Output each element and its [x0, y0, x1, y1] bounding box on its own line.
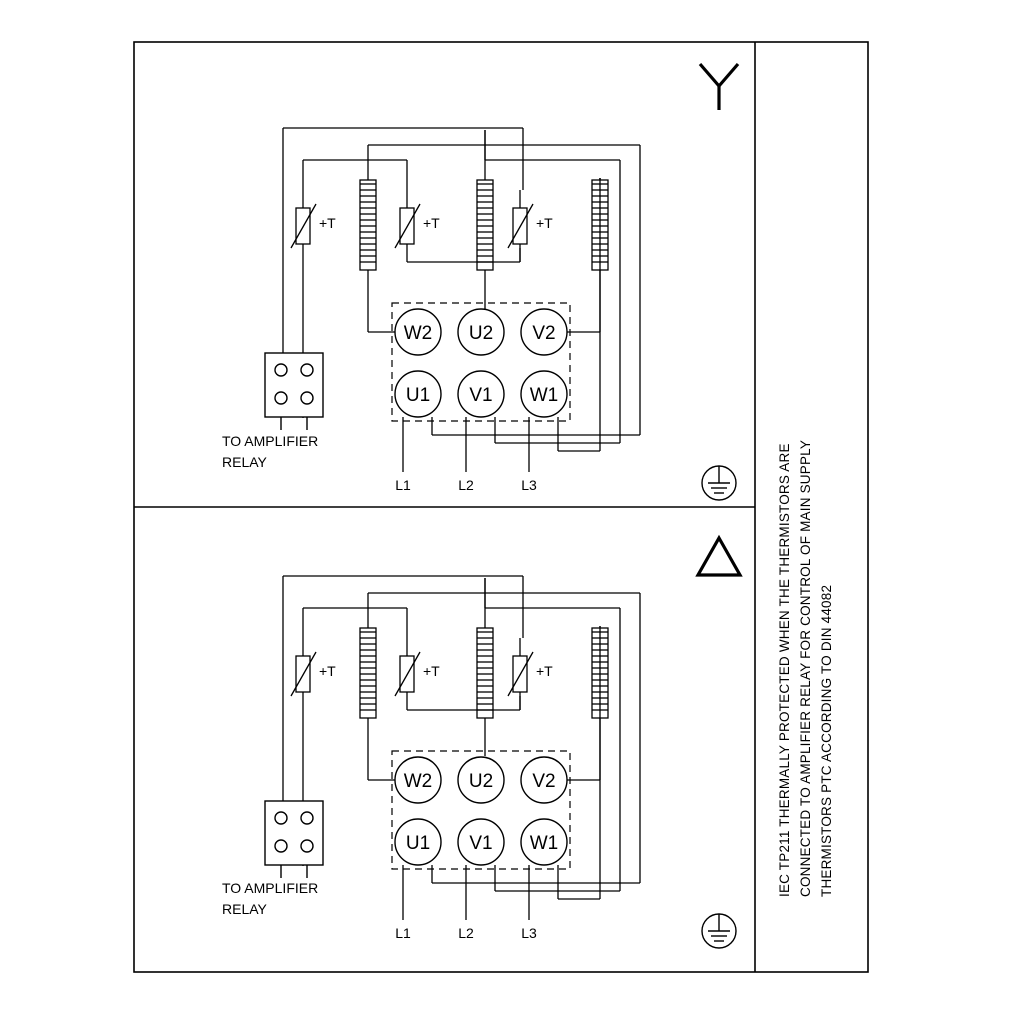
terminal-w1: W1 [529, 385, 559, 406]
supply-label-l3: L3 [521, 925, 537, 941]
terminal-v1: V1 [469, 385, 493, 406]
earth-ground-symbol [702, 466, 736, 500]
supply-label-l3: L3 [521, 477, 537, 493]
amplifier-terminal-box-star [265, 353, 323, 430]
thermistor-label-1: +T [319, 663, 336, 679]
terminal-w2: W2 [403, 323, 433, 344]
thermistor-label-2: +T [423, 663, 440, 679]
side-note-line3: THERMISTORS PTC ACCORDING TO DIN 44082 [819, 584, 834, 897]
panel-star [222, 64, 738, 500]
terminal-u2: U2 [468, 771, 494, 792]
terminal-u2: U2 [468, 323, 494, 344]
amplifier-label-line2: RELAY [222, 454, 267, 470]
terminal-v2: V2 [532, 323, 556, 344]
thermistor-label-1: +T [319, 215, 336, 231]
supply-label-l2: L2 [458, 477, 474, 493]
thermistor-label-3: +T [536, 215, 553, 231]
winding-coils-star [360, 130, 608, 308]
terminal-v1: V1 [469, 833, 493, 854]
side-note [777, 440, 834, 897]
terminal-w1: W1 [529, 833, 559, 854]
earth-ground-symbol [702, 914, 736, 948]
terminal-w2: W2 [403, 771, 433, 792]
amplifier-terminal-box-delta [265, 801, 323, 878]
supply-label-l1: L1 [395, 477, 411, 493]
supply-label-l2: L2 [458, 925, 474, 941]
thermistor-label-3: +T [536, 663, 553, 679]
supply-label-l1: L1 [395, 925, 411, 941]
amplifier-label-line1: TO AMPLIFIER [222, 880, 319, 896]
terminal-u1: U1 [405, 385, 431, 406]
terminal-u1: U1 [405, 833, 431, 854]
star-wye-symbol [700, 64, 738, 110]
amplifier-label-line1: TO AMPLIFIER [222, 433, 319, 449]
terminal-v2: V2 [532, 771, 556, 792]
delta-triangle-symbol [698, 538, 740, 575]
panel-delta [222, 538, 740, 948]
amplifier-label-line2: RELAY [222, 901, 267, 917]
side-note-line1: IEC TP211 THERMALLY PROTECTED WHEN THE THERMISTORS ARE [777, 443, 792, 897]
thermistor-label-2: +T [423, 215, 440, 231]
winding-coils-delta [360, 578, 608, 756]
side-note-line2: CONNECTED TO AMPLIFIER RELAY FOR CONTROL OF MAIN SUPPLY [798, 439, 813, 897]
